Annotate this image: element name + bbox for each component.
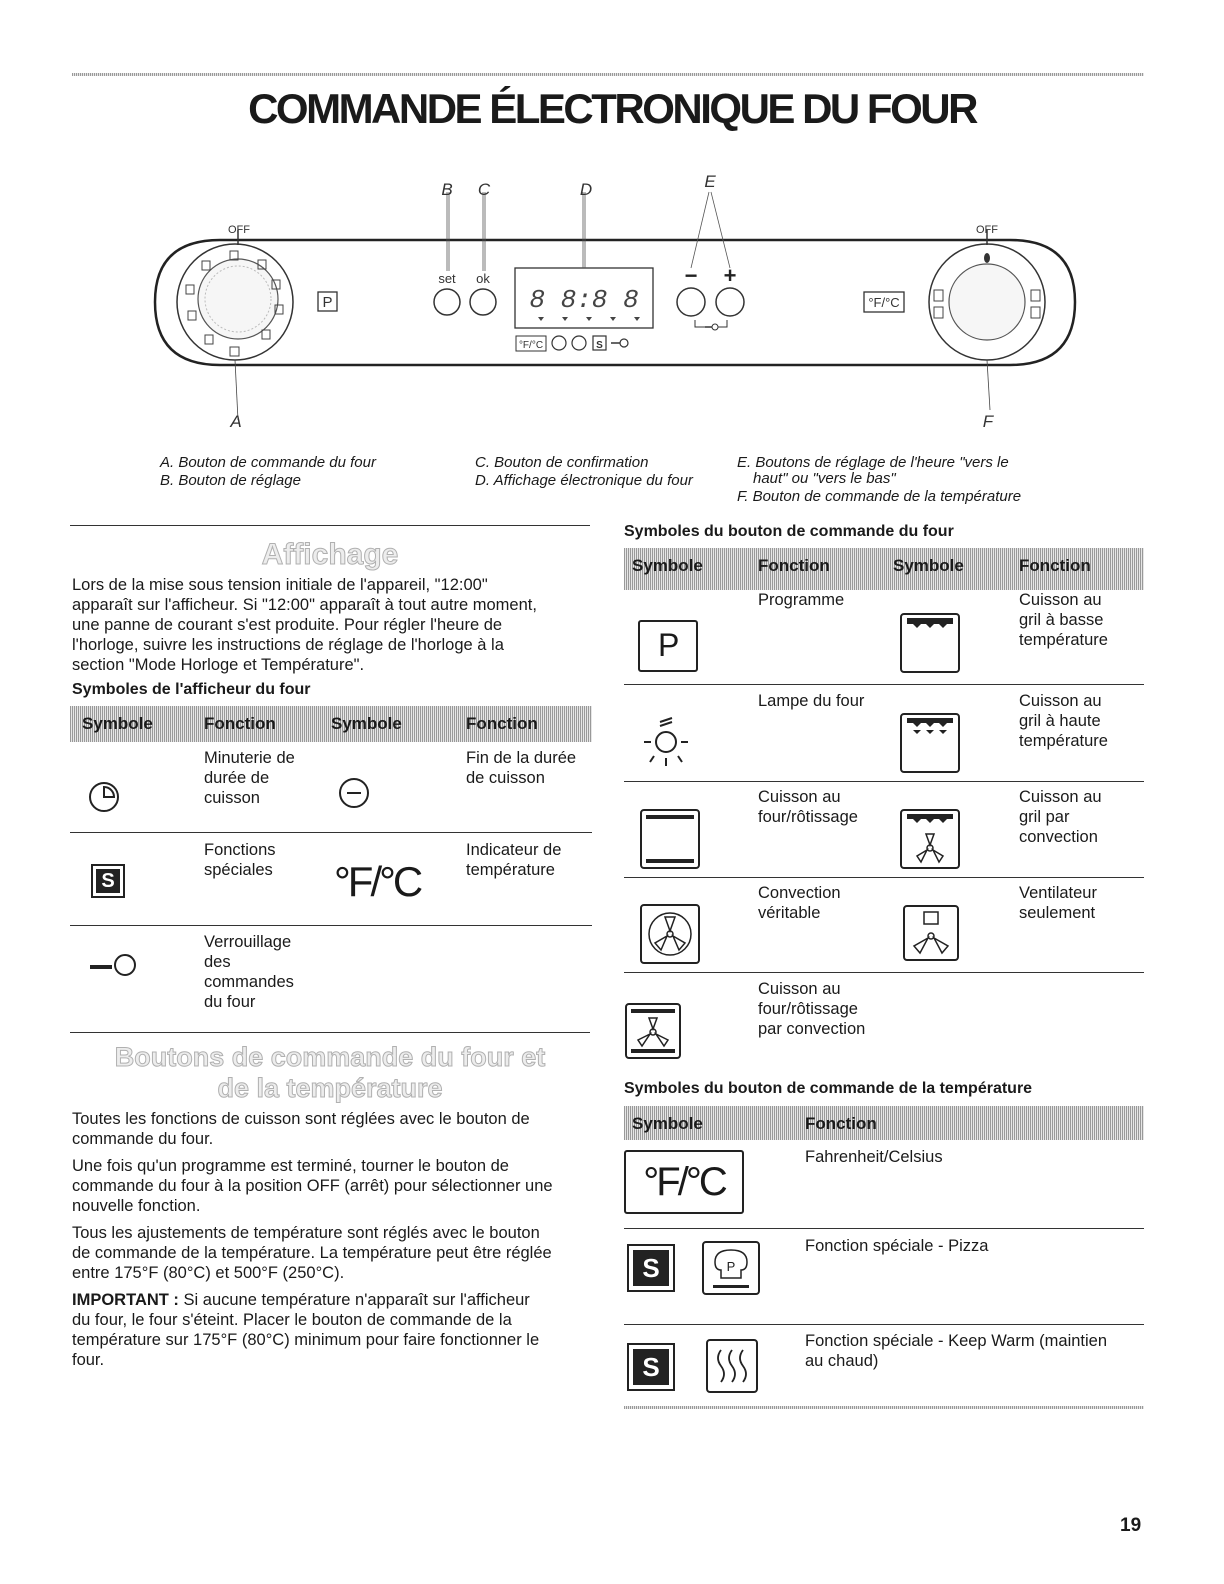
text-line: Indicateur de bbox=[466, 841, 562, 859]
oven-header-fonction-2: Fonction bbox=[1019, 556, 1091, 575]
text-line: Cuisson au bbox=[1019, 591, 1102, 609]
text-line: température sur 175°F (80°C) minimum pour faire fonctionner le bbox=[72, 1331, 540, 1349]
oven-header-symbole-1: Symbole bbox=[632, 556, 703, 575]
display-header-fonction-2: Fonction bbox=[466, 714, 538, 733]
oven-row-4-right bbox=[1019, 883, 1097, 923]
program-icon: P bbox=[638, 620, 698, 672]
text-line: commande du four. bbox=[72, 1130, 214, 1148]
text-line: Cuisson au bbox=[758, 980, 841, 998]
end-cooking-icon bbox=[337, 776, 371, 810]
text-line: de cuisson bbox=[466, 769, 545, 787]
text-line: apparaît sur l'afficheur. Si "12:00" apparaît à tout autre moment, bbox=[72, 596, 537, 614]
control-lock-icon bbox=[88, 952, 150, 982]
text-line: commandes bbox=[204, 973, 294, 991]
text-line: au chaud) bbox=[805, 1352, 879, 1370]
text-line: température bbox=[1019, 631, 1108, 649]
text-line: convection bbox=[1019, 828, 1098, 846]
keep-warm-icon bbox=[705, 1338, 759, 1394]
row-divider bbox=[624, 781, 1144, 782]
text-line: Minuterie de bbox=[204, 749, 295, 767]
text-line: commande du four à la position OFF (arrêt) pour sélectionner une bbox=[72, 1177, 553, 1195]
legend-d: D. Affichage électronique du four bbox=[475, 472, 693, 489]
text-line: cuisson bbox=[204, 789, 260, 807]
section-divider bbox=[70, 1032, 590, 1033]
display-row-3-left bbox=[204, 932, 294, 1012]
boutons-text bbox=[72, 1109, 592, 1370]
text-line: Si aucune température n'apparaît sur l'afficheur bbox=[178, 1291, 530, 1309]
temp-row-2-function: Fonction spéciale - Pizza bbox=[805, 1237, 989, 1255]
plus-button-diagram bbox=[716, 288, 744, 316]
text-line: nouvelle fonction. bbox=[72, 1197, 201, 1215]
oven-light-icon bbox=[640, 714, 692, 770]
text-line: Toutes les fonctions de cuisson sont réglées avec le bouton de bbox=[72, 1110, 530, 1128]
oven-header-symbole-2: Symbole bbox=[893, 556, 964, 575]
text-line: four. bbox=[72, 1351, 105, 1369]
true-convection-icon bbox=[639, 903, 701, 965]
low-temp-broil-icon bbox=[899, 612, 961, 674]
display-row-2-left bbox=[204, 840, 276, 880]
display-unit-label: °F/°C bbox=[518, 340, 544, 351]
boutons-heading-line-1: Boutons de commande du four et bbox=[114, 1042, 546, 1072]
temp-knob-symbols-title: Symboles du bouton de commande de la température bbox=[624, 1080, 1033, 1097]
oven-row-1-left: Programme bbox=[758, 591, 845, 609]
fan-only-icon bbox=[902, 904, 960, 962]
display-header-symbole-2: Symbole bbox=[331, 714, 402, 733]
temp-row-3-function bbox=[805, 1331, 1107, 1371]
minus-label: − bbox=[684, 263, 698, 288]
page-title: COMMANDE ÉLECTRONIQUE DU FOUR bbox=[248, 85, 976, 132]
off-label-left: OFF bbox=[228, 224, 250, 236]
text-line: une panne de courant s'est produite. Pour régler l'heure de bbox=[72, 616, 503, 634]
convection-bake-roast-icon bbox=[624, 1002, 682, 1060]
special-function-s-icon bbox=[627, 1244, 675, 1292]
legend-f: F. Bouton de commande de la température bbox=[737, 488, 1022, 505]
text-line: entre 175°F (80°C) et 500°F (250°C). bbox=[72, 1264, 345, 1282]
set-button-diagram bbox=[434, 289, 460, 315]
text-line: gril par bbox=[1019, 808, 1070, 826]
fahrenheit-celsius-icon: °F/°C bbox=[624, 1150, 744, 1214]
text-line: Convection bbox=[758, 884, 841, 902]
oven-row-3-right bbox=[1019, 787, 1102, 847]
display-row-1-left bbox=[204, 748, 295, 808]
text-line: Tous les ajustements de température sont réglés avec le bouton bbox=[72, 1224, 540, 1242]
text-line: de commande de la température. La température peut être réglée bbox=[72, 1244, 552, 1262]
page-number: 19 bbox=[1120, 1515, 1142, 1536]
display-header-fonction-1: Fonction bbox=[204, 714, 276, 733]
text-line: spéciales bbox=[204, 861, 273, 879]
text-line: des bbox=[204, 953, 231, 971]
text-line: véritable bbox=[758, 904, 821, 922]
oven-row-5-left bbox=[758, 979, 865, 1039]
text-line: Cuisson au bbox=[1019, 692, 1102, 710]
temperature-indicator-symbol: °F/°C bbox=[334, 858, 421, 905]
minus-button-diagram bbox=[677, 288, 705, 316]
set-label: set bbox=[438, 271, 456, 286]
temp-header-symbole: Symbole bbox=[632, 1114, 703, 1133]
text-line: Une fois qu'un programme est terminé, tourner le bouton de bbox=[72, 1157, 509, 1175]
special-functions-icon bbox=[91, 864, 125, 898]
p-key-label: P bbox=[322, 294, 333, 311]
oven-row-1-right bbox=[1019, 590, 1108, 650]
row-divider bbox=[624, 1228, 1144, 1229]
legend-col-2 bbox=[475, 454, 693, 490]
legend-e1: E. Boutons de réglage de l'heure "vers le bbox=[737, 454, 1009, 471]
text-line: par convection bbox=[758, 1020, 866, 1038]
label-c: C bbox=[477, 180, 491, 199]
control-panel-diagram bbox=[150, 165, 1080, 435]
text-line: du four, le four s'éteint. Placer le bouton de commande de la bbox=[72, 1311, 512, 1329]
affichage-paragraph bbox=[72, 575, 592, 675]
legend-e2: haut" ou "vers le bas" bbox=[753, 470, 896, 487]
s-glyph: S bbox=[96, 869, 120, 893]
text-line: l'horloge, suivre les instructions de réglage de l'horloge à la bbox=[72, 636, 504, 654]
temp-row-1-function: Fahrenheit/Celsius bbox=[805, 1148, 943, 1166]
legend-col-3 bbox=[737, 454, 1021, 506]
row-divider bbox=[624, 877, 1144, 878]
top-rule bbox=[72, 73, 1144, 76]
pizza-icon bbox=[701, 1240, 761, 1296]
display-row-1-right bbox=[466, 748, 576, 788]
pizza-p-glyph: P bbox=[726, 1259, 736, 1274]
ok-label: ok bbox=[476, 271, 490, 286]
text-line: durée de bbox=[204, 769, 270, 787]
label-b: B bbox=[441, 180, 453, 199]
left-top-rule bbox=[70, 525, 590, 526]
oven-knob-symbols-title: Symboles du bouton de commande du four bbox=[624, 523, 954, 540]
boutons-heading-line-2: de la température bbox=[217, 1073, 443, 1103]
oven-header-fonction-1: Fonction bbox=[758, 556, 830, 575]
special-function-s-icon bbox=[627, 1343, 675, 1391]
legend-b: B. Bouton de réglage bbox=[160, 472, 301, 489]
display-header-symbole-1: Symbole bbox=[82, 714, 153, 733]
row-divider bbox=[70, 832, 592, 833]
text-line: gril à basse bbox=[1019, 611, 1104, 629]
text-line: gril à haute bbox=[1019, 712, 1101, 730]
text-line: température bbox=[466, 861, 555, 879]
text-line: Ventilateur bbox=[1019, 884, 1097, 902]
temp-key-label: °F/°C bbox=[868, 295, 900, 310]
label-e: E bbox=[704, 172, 716, 191]
affichage-heading: Affichage bbox=[261, 538, 399, 571]
legend-col-1 bbox=[160, 454, 376, 490]
row-divider bbox=[624, 972, 1144, 973]
text-line: température bbox=[1019, 732, 1108, 750]
oven-row-2-right bbox=[1019, 691, 1108, 751]
label-d: D bbox=[579, 180, 593, 199]
text-line: Cuisson au bbox=[1019, 788, 1102, 806]
text-line: seulement bbox=[1019, 904, 1096, 922]
important-label: IMPORTANT : bbox=[72, 1291, 179, 1309]
oven-row-2-left: Lampe du four bbox=[758, 692, 865, 710]
text-line: four/rôtissage bbox=[758, 1000, 858, 1018]
legend-a: A. Bouton de commande du four bbox=[160, 454, 376, 471]
text-line: Fonction spéciale - Keep Warm (maintien bbox=[805, 1332, 1108, 1350]
display-symbols-title: Symboles de l'afficheur du four bbox=[72, 681, 311, 698]
s-glyph: S bbox=[633, 1250, 669, 1286]
label-a: A bbox=[230, 412, 242, 431]
s-key-label: S bbox=[596, 340, 603, 351]
convection-broil-icon bbox=[899, 808, 961, 870]
text-line: du four bbox=[204, 993, 256, 1011]
bake-roast-icon bbox=[639, 808, 701, 870]
text-line: four/rôtissage bbox=[758, 808, 858, 826]
legend-c: C. Bouton de confirmation bbox=[475, 454, 649, 471]
text-line: section "Mode Horloge et Température". bbox=[72, 656, 365, 674]
row-divider bbox=[70, 925, 592, 926]
text-line: Verrouillage bbox=[204, 933, 292, 951]
timer-duration-icon bbox=[87, 780, 121, 814]
text-line: Fonctions bbox=[204, 841, 276, 859]
off-label-right: OFF bbox=[976, 224, 998, 236]
s-glyph: S bbox=[633, 1349, 669, 1385]
display-row-2-right bbox=[466, 840, 561, 880]
plus-label: + bbox=[723, 263, 737, 288]
text-line: Cuisson au bbox=[758, 788, 841, 806]
oven-row-4-left bbox=[758, 883, 841, 923]
control-panel-svg bbox=[150, 165, 1080, 435]
ok-button-diagram bbox=[470, 289, 496, 315]
display-digits: 8 8:8 8 bbox=[529, 285, 639, 315]
temp-table-bottom-rule bbox=[624, 1406, 1144, 1409]
oven-row-3-left bbox=[758, 787, 858, 827]
row-divider bbox=[624, 684, 1144, 685]
label-f: F bbox=[982, 412, 994, 431]
row-divider bbox=[624, 1324, 1144, 1325]
temp-header-fonction: Fonction bbox=[805, 1114, 877, 1133]
high-temp-broil-icon bbox=[899, 712, 961, 774]
text-line: Fin de la durée bbox=[466, 749, 577, 767]
text-line: Lors de la mise sous tension initiale de l'appareil, "12:00" bbox=[72, 576, 488, 594]
